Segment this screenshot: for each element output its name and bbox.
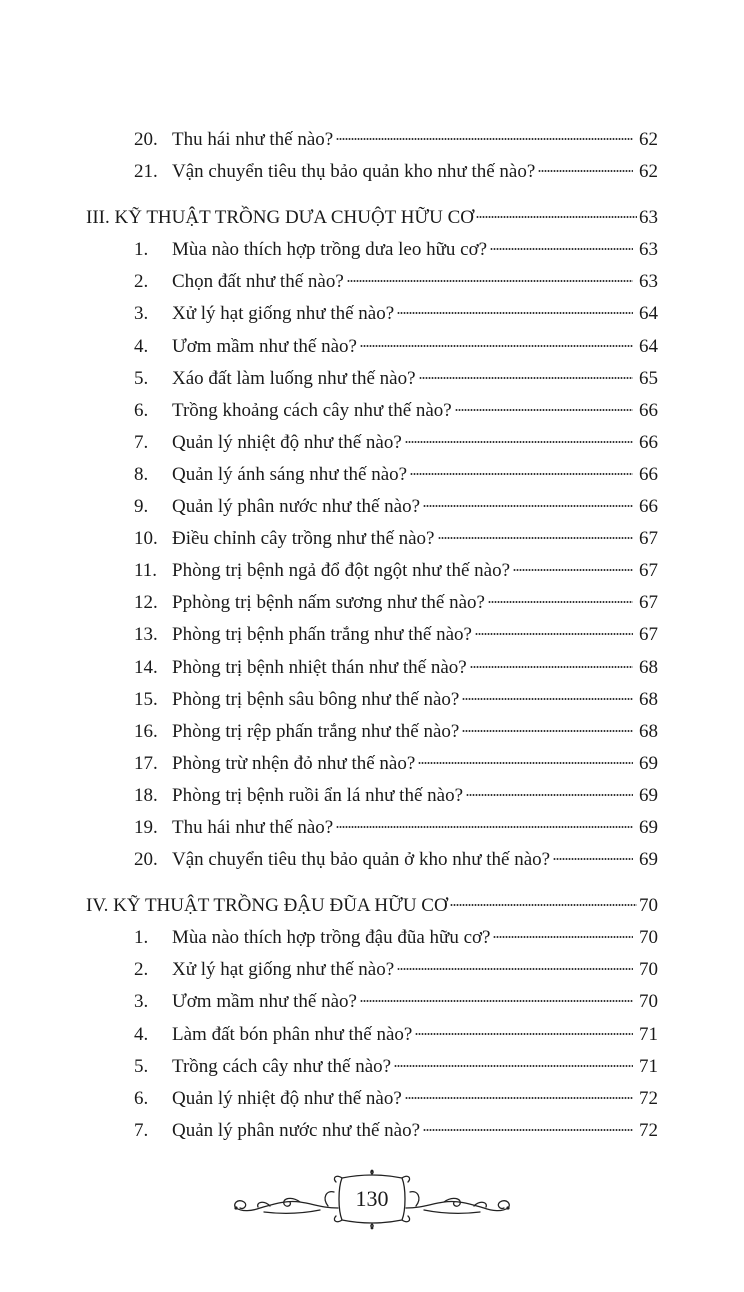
entry-number: 7.	[134, 431, 149, 453]
entry-page: 67	[639, 592, 658, 614]
dot-leader	[476, 213, 637, 219]
entry-number: 15.	[134, 688, 158, 710]
entry-title: Quản lý nhiệt độ như thế nào?	[172, 431, 402, 453]
entry-number: 17.	[134, 752, 158, 774]
toc-entry	[86, 812, 658, 844]
entry-page: 66	[639, 399, 658, 421]
toc-entry	[86, 619, 658, 651]
entry-page: 71	[639, 1055, 658, 1077]
entry-title: Điều chỉnh cây trồng như thế nào?	[172, 528, 435, 550]
entry-number: 5.	[134, 367, 149, 389]
entry-number: 21.	[134, 161, 158, 183]
dot-leader	[405, 438, 633, 444]
toc-entry	[86, 954, 658, 986]
entry-page: 64	[639, 335, 658, 357]
toc-section-heading	[86, 202, 658, 234]
entry-title: Xử lý hạt giống như thế nào?	[172, 959, 395, 981]
toc-entry	[86, 555, 658, 587]
toc-entry	[86, 716, 658, 748]
entry-page: 62	[639, 161, 658, 183]
entry-title: Trồng khoảng cách cây như thế nào?	[172, 399, 452, 421]
toc-entry	[86, 156, 658, 188]
dot-leader	[394, 1062, 633, 1068]
entry-number: 6.	[134, 1087, 149, 1109]
entry-number: 20.	[134, 129, 158, 150]
toc-entry	[86, 1115, 658, 1147]
dot-leader	[397, 309, 633, 315]
entry-number: 7.	[134, 1119, 149, 1141]
entry-number: 19.	[134, 816, 158, 838]
entry-number: 6.	[134, 399, 149, 421]
entry-number: 20.	[134, 849, 158, 871]
entry-title: Mùa nào thích hợp trồng dưa leo hữu cơ?	[172, 239, 488, 261]
dot-leader	[450, 901, 637, 907]
entry-page: 64	[639, 303, 658, 325]
toc-entry	[86, 363, 658, 395]
dot-leader	[462, 695, 633, 701]
section-page: 70	[639, 895, 658, 917]
dot-leader	[438, 534, 634, 540]
entry-page: 66	[639, 431, 658, 453]
entry-title: Xử lý hạt giống như thế nào?	[172, 303, 395, 325]
toc-entry	[86, 652, 658, 684]
toc-entry	[86, 684, 658, 716]
entry-title: Chọn đất như thế nào?	[172, 271, 344, 293]
dot-leader	[466, 791, 633, 797]
entry-page: 68	[639, 720, 658, 742]
section-title: III. KỸ THUẬT TRỒNG DƯA CHUỘT HỮU CƠ	[86, 207, 475, 229]
toc-entry	[86, 395, 658, 427]
toc-entry	[86, 234, 658, 266]
entry-number: 4.	[134, 1023, 149, 1045]
entry-number: 11.	[134, 560, 158, 582]
entry-title: Mùa nào thích hợp trồng đậu đũa hữu cơ?	[172, 927, 491, 949]
toc-entry	[86, 491, 658, 523]
entry-number: 4.	[134, 335, 149, 357]
entry-title: Trồng cách cây như thế nào?	[172, 1055, 392, 1077]
entry-page: 67	[639, 624, 658, 646]
entry-page: 70	[639, 959, 658, 981]
entry-title: Quản lý phân nước như thế nào?	[172, 1119, 421, 1141]
entry-number: 2.	[134, 959, 149, 981]
toc-entry	[86, 922, 658, 954]
toc-entry	[86, 748, 658, 780]
dot-leader	[336, 135, 633, 141]
entry-title: Vận chuyển tiêu thụ bảo quản ở kho như thế nào?	[172, 849, 551, 871]
entry-title: Ươm mầm như thế nào?	[172, 991, 357, 1013]
dot-leader	[347, 277, 633, 283]
dot-leader	[538, 167, 633, 173]
entry-number: 12.	[134, 592, 158, 614]
dot-leader	[488, 598, 633, 604]
toc-entry	[86, 1019, 658, 1051]
dot-leader	[405, 1094, 633, 1100]
entry-title: Phòng trị bệnh ruồi ẩn lá như thế nào?	[172, 784, 464, 806]
entry-page: 67	[639, 560, 658, 582]
entry-title: Phòng trị bệnh phấn trắng như thế nào?	[172, 624, 472, 646]
dot-leader	[415, 1030, 633, 1036]
section-title: IV. KỸ THUẬT TRỒNG ĐẬU ĐŨA HỮU CƠ	[86, 895, 448, 917]
entry-page: 69	[639, 816, 658, 838]
entry-title: Phòng trị rệp phấn trắng như thế nào?	[172, 720, 460, 742]
entry-page: 72	[639, 1087, 658, 1109]
entry-page: 69	[639, 752, 658, 774]
dot-leader	[462, 727, 633, 733]
entry-page: 70	[639, 927, 658, 949]
entry-title: Vận chuyển tiêu thụ bảo quản kho như thế nào?	[172, 161, 536, 183]
entry-title: Phòng trừ nhện đỏ như thế nào?	[172, 752, 416, 774]
dot-leader	[470, 663, 633, 669]
entry-title: Xáo đất làm luống như thế nào?	[172, 367, 416, 389]
toc-entry	[86, 587, 658, 619]
dot-leader	[493, 933, 633, 939]
toc-section-heading	[86, 890, 658, 922]
dot-leader	[490, 245, 633, 251]
entry-page: 66	[639, 463, 658, 485]
entry-page: 71	[639, 1023, 658, 1045]
table-of-contents	[86, 124, 658, 1147]
entry-page: 63	[639, 271, 658, 293]
toc-entry	[86, 459, 658, 491]
section-4-entries	[86, 922, 658, 1147]
entry-page: 69	[639, 849, 658, 871]
section-page: 63	[639, 207, 658, 229]
entry-title: Phòng trị bệnh nhiệt thán như thế nào?	[172, 656, 467, 678]
entry-page: 72	[639, 1119, 658, 1141]
entry-page: 67	[639, 528, 658, 550]
toc-entry	[86, 523, 658, 555]
dot-leader	[360, 997, 633, 1003]
entry-page: 62	[639, 129, 658, 150]
entry-number: 16.	[134, 720, 158, 742]
entry-title: Quản lý phân nước như thế nào?	[172, 496, 421, 518]
entry-number: 13.	[134, 624, 158, 646]
entry-number: 1.	[134, 239, 149, 261]
toc-entry	[86, 124, 658, 156]
dot-leader	[419, 374, 633, 380]
dot-leader	[553, 855, 633, 861]
entry-page: 66	[639, 496, 658, 518]
entry-title: Thu hái như thế nào?	[172, 816, 334, 838]
dot-leader	[418, 759, 633, 765]
entry-title: Thu hái như thế nào?	[172, 129, 334, 150]
entry-number: 18.	[134, 784, 158, 806]
entry-page: 68	[639, 656, 658, 678]
dot-leader	[423, 1126, 633, 1132]
dot-leader	[360, 342, 633, 348]
entry-number: 1.	[134, 927, 149, 949]
entry-number: 10.	[134, 528, 158, 550]
entry-page: 68	[639, 688, 658, 710]
toc-entry	[86, 298, 658, 330]
dot-leader	[423, 502, 633, 508]
entry-number: 9.	[134, 496, 149, 518]
toc-entry	[86, 844, 658, 876]
page-number: 130	[355, 1186, 389, 1211]
toc-entry	[86, 1083, 658, 1115]
entry-title: Phòng trị bệnh sâu bông như thế nào?	[172, 688, 460, 710]
entry-title: Quản lý nhiệt độ như thế nào?	[172, 1087, 402, 1109]
entry-page: 69	[639, 784, 658, 806]
entry-number: 2.	[134, 271, 149, 293]
entry-number: 14.	[134, 656, 158, 678]
dot-leader	[475, 630, 633, 636]
dot-leader	[410, 470, 633, 476]
toc-entry	[86, 1051, 658, 1083]
toc-entry	[86, 331, 658, 363]
entry-number: 8.	[134, 463, 149, 485]
section-3-entries	[86, 234, 658, 876]
dot-leader	[455, 406, 633, 412]
dot-leader	[336, 823, 633, 829]
toc-entry	[86, 986, 658, 1018]
entry-title: Làm đất bón phân như thế nào?	[172, 1023, 413, 1045]
entry-number: 3.	[134, 303, 149, 325]
entry-title: Ươm mầm như thế nào?	[172, 335, 357, 357]
entry-page: 63	[639, 239, 658, 261]
entry-page: 65	[639, 367, 658, 389]
entry-title: Phòng trị bệnh ngả đổ đột ngột như thế nào?	[172, 560, 511, 582]
dot-leader	[513, 566, 633, 572]
toc-entry	[86, 780, 658, 812]
page-footer	[230, 1168, 514, 1232]
entry-page: 70	[639, 991, 658, 1013]
entry-number: 3.	[134, 991, 149, 1013]
toc-entry	[86, 427, 658, 459]
toc-entry	[86, 266, 658, 298]
dot-leader	[397, 965, 633, 971]
entry-title: Quản lý ánh sáng như thế nào?	[172, 463, 408, 485]
entry-number: 5.	[134, 1055, 149, 1077]
entry-title: Pphòng trị bệnh nấm sương như thế nào?	[172, 592, 485, 614]
